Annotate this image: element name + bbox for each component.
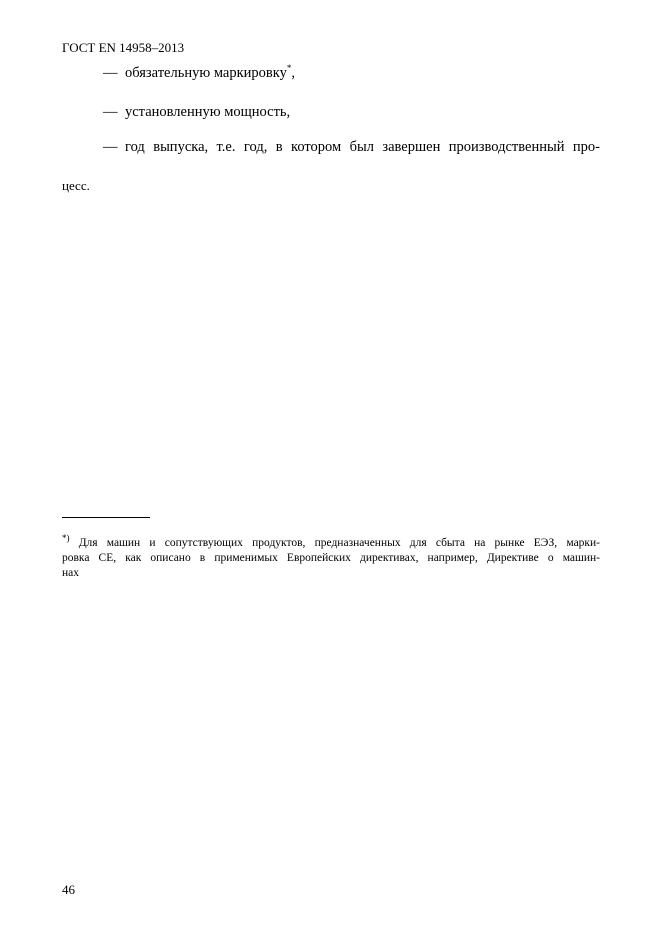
footnote-reference[interactable]: *: [286, 63, 292, 74]
list-dash: —: [103, 104, 118, 120]
list-item-text: год выпуска, т.е. год, в котором был завершен производственный про-: [125, 139, 600, 155]
list-item-suffix: ,: [291, 65, 295, 81]
footnote-line-2: ровка CE, как описано в применимых Европейских директивах, например, Директиве о машин-: [62, 552, 600, 564]
footnote-text: Для машин и сопутствующих продуктов, предназначенных для сбыта на рынке ЕЭЗ, марки-: [69, 537, 600, 549]
footnote: [62, 533, 600, 581]
list-dash: —: [103, 65, 118, 81]
footnote-line-3: нах: [62, 567, 80, 579]
standard-code-header: ГОСТ EN 14958–2013: [62, 40, 185, 55]
page-number: 46: [62, 882, 75, 897]
list-item-continuation: цесс.: [62, 178, 90, 193]
list-item-year-of-manufacture: [103, 138, 600, 156]
footnote-separator: [62, 517, 150, 518]
list-item-text: обязательную маркировку: [125, 65, 287, 81]
list-item-text: установленную мощность,: [125, 104, 291, 120]
footnote-mark: *): [62, 533, 70, 544]
list-item-rated-power: [103, 103, 290, 121]
list-dash: —: [103, 139, 118, 155]
list-item-mandatory-marking: [103, 64, 295, 82]
footnote-line-1: [62, 533, 600, 551]
